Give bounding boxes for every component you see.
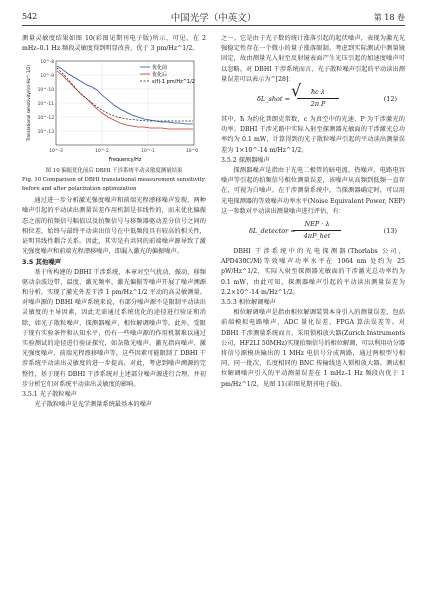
equation-number: (13) [383, 227, 397, 236]
sensitivity-chart [22, 57, 206, 165]
paragraph: 基于所构建的 DBHI 干涉系统，本章对空气扰动、振动、移频驱动杂波边带、温度、激光频率、激光偏振等噪声开展了噪声溯源和分析，实现了激光外差干涉 1 pm/Hz^1/2 平动的高灵敏测量。对噪声源的 DBHI 噪声系统来说，有部分噪声源不是限制平动读出灵敏度的主导因素，因此无需通过系统优化的途径进行验证和消除，如光子散粒噪声、探测器噪声、相位解调噪声等。此外，受限于现有实验条件和认知水平，仍有一些噪声源的作用机制难以通过实验测试的途径进行验证探究，如杂散光噪声、激光指向噪声、激光强度噪声、前端光程漂移噪声等，这些因素可能限制了 DBHI 干涉系统平动读出灵敏度的进一步提高。对此，考虑到噪声溯源的完整性，基于现有 DBHI 干涉系统对上述部分噪声源进行合理、并初步分析它们对系统平动读出灵敏度的影响。 [22, 268, 206, 388]
header-rule [22, 25, 405, 26]
journal-title: 中国光学（中英文） [170, 13, 257, 24]
equation-12 [221, 81, 405, 115]
right-column [221, 34, 405, 390]
ytick-label: 10^-13 [37, 130, 54, 136]
caption-chinese: 图 10 偏振优化前后 DBHI 干涉系统平动灵敏度测量结果 [45, 168, 183, 175]
paragraph: 其中，ħ 为约化普朗克常数，c 为真空中的光速，P 为干涉激光的功率。DBHI 干涉光路中实际入射至探测器光敏面的干涉激光总功率约为 0.1 mW，计算得到的光子散粒噪声引起的平动读出测量误差为 1×10^-14 m/Hz^1/2。 [221, 116, 405, 154]
figure-10 [22, 57, 206, 165]
xtick-label: 10^0 [185, 149, 199, 155]
paragraph: 探测器噪声是指由于光电二极管的暗电流、热噪声、电路电容噪声等引起的拍频信号相位测量误差，该噪声从高频到低频一直存在，可视为白噪声。在干涉测量系统中，当探测器确定时，可以用光电探测器的等效噪声功率水平(Noise Equivalent Power, NEP)这一参数对平动读出测量噪声进行评估，有： [221, 167, 405, 215]
ytick-label: 10^-8 [40, 60, 54, 66]
equation-lhs: δL_detector = [249, 227, 296, 236]
equation-denominator: 2π P [310, 100, 326, 109]
equation-fraction [293, 219, 341, 241]
page-number: 542 [22, 12, 38, 21]
equation-number: (12) [383, 95, 397, 104]
y-axis-label: Translational sensitivity/(m·Hz^-1/2) [26, 65, 31, 142]
equation-numerator: ħc λ [297, 87, 339, 99]
page-header [22, 10, 405, 24]
ytick-label: 10^-12 [37, 116, 54, 122]
paragraph: 通过进一步分析激光强度噪声和前端光程漂移噪声发现，两种噪声引起的平动读出测量误差作用机制是非线性的，而未优化偏振态之前的拍频信号幅值以及拍频信号与移频器驱动差分信号之间的相位差，始终与最终平动读出信号在中低频段具有较高的相关性，证明其线性耦合关系。因此，其实是有共同的前端噪声源导致了激光强度噪声和前端光程漂移噪声，即漏入激光的偏振噪声。 [22, 197, 206, 256]
caption-english: Fig. 10 Comparison of DBHI translational measurement sensitivity before and after polarization optimization [22, 177, 205, 192]
subsection-heading: 3.5.2 探测器噪声 [221, 156, 270, 164]
ytick-label: 10^-10 [37, 88, 54, 94]
figure-caption [22, 167, 206, 193]
legend-label-after: 优化后 [152, 72, 168, 79]
ytick-label: 10^-11 [37, 102, 54, 108]
subsection-heading: 3.5.3 相位解调噪声 [221, 299, 276, 307]
paragraph: 之一。它是由于光子数的统计涨落引起的起伏噪声，表现为激光光强稳定性存在一个微小的量子涨落限制。考虑到实际测试中测量镜固定，故由测量光入射至反射镜表面产生光压引起的加速度噪声可以忽略。对 DBHI 干涉系统而言，光子散粒噪声引起的平动读出测量误差可以表示为^[28]： [221, 35, 405, 83]
xtick-label: 10^-3 [49, 149, 63, 155]
paragraph: DBHI 干涉系统中的光电探测器(Thorlabs 公司，APD430C/M)等效噪声功率水平在 1064 nm 处约为 25 pW/Hz^1/2，实际入射至探测器光敏面的干涉激光总功率约为 0.1 mW，由此可知，探测器噪声引起的平动读出测量误差为 2.2×10^-14 m/Hz^1/2。 [221, 248, 405, 296]
subsection-heading: 3.5.1 光子散粒噪声 [22, 391, 77, 399]
x-axis-label: Frequency/Hz [108, 158, 142, 164]
xtick-label: 10^-2 [95, 149, 109, 155]
paragraph: 相位解调噪声是指由相位解调装置本身引入的测量误差，包括前端模拟电路噪声、ADC 量化误差、FPGA 算法误差等。对 DBHI 干涉测量系统而言，采用锁相放大器(Zurich Instruments 公司，HF2LI 50MHz)实现拍频信号的相位解调，可以利用功分器将信号源模块输出的 1 MHz 电信号分成两路，通过两根型号相同、同一批次、长度相同的 BNC 传输线送入锁相放大器。测试相位解调噪声引入的平动测量误差在 1 mHz–1 Hz 频段内优于 1 pm/Hz^1/2，见图 11(彩图见期刊电子版)。 [221, 309, 405, 388]
equation-13 [221, 217, 405, 247]
paragraph: 测量灵敏度结果如图 10(彩图见期刊电子版)所示，可见，在 2 mHz–0.1 Hz 频段灵敏度得到明显改善，优于 3 pm/Hz^1/2。 [22, 35, 206, 53]
xtick-label: 10^-1 [141, 149, 155, 155]
paragraph: 光子散粒噪声是光学测量系统最基本的噪声 [34, 401, 152, 409]
left-column [22, 34, 206, 410]
sqrt-symbol: √ [291, 81, 302, 101]
ytick-label: 10^-9 [40, 74, 54, 80]
equation-numerator: NEP · λ [293, 219, 341, 231]
equation-denominator: 4πP_het [303, 232, 331, 241]
equation-lhs: δL_shot = [257, 95, 291, 104]
issue-label: 第 18 卷 [373, 13, 405, 22]
equation-fraction [297, 87, 339, 109]
section-heading: 3.5 其他噪声 [22, 258, 62, 267]
legend-label-requirement: s(f)·1 pm/Hz^1/2 [152, 79, 195, 86]
legend-label-before: 优化前 [152, 65, 168, 72]
